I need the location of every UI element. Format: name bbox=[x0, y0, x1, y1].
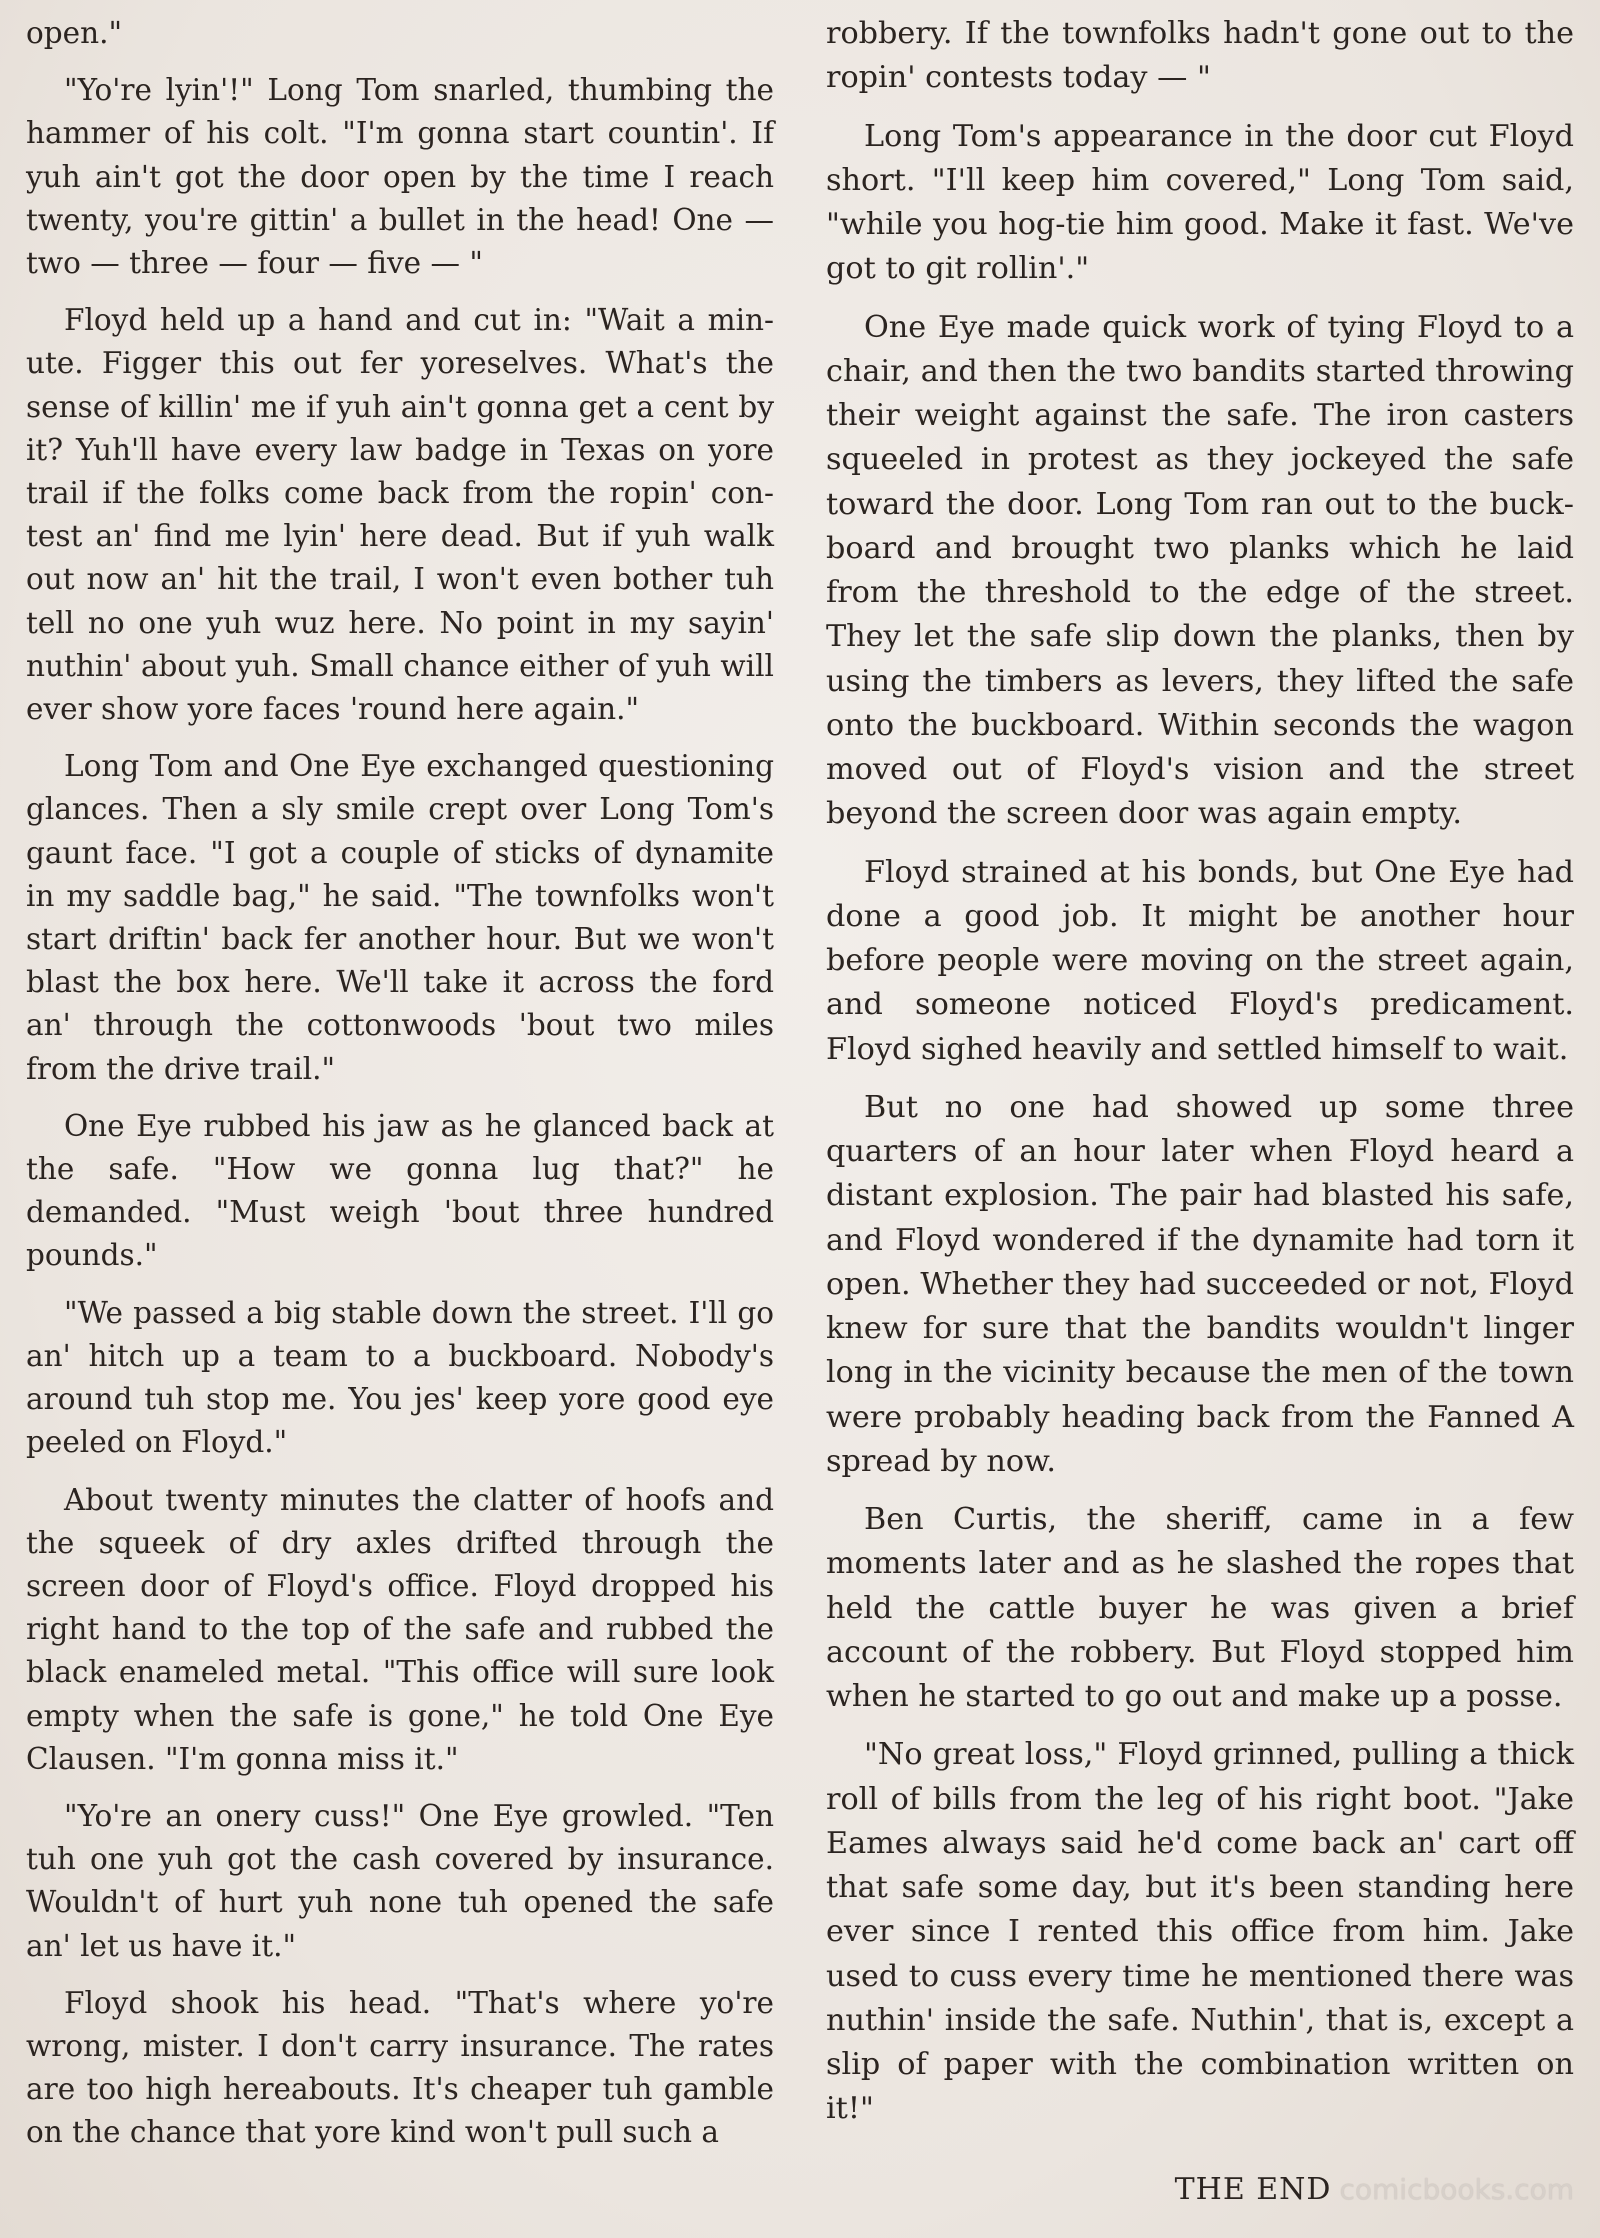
paragraph: "Yo're an onery cuss!" One Eye growled. "Ten tuh one yuh got the cash covered by insurance. Wouldn't of hurt yuh none tuh opened the safe an' let us have it." bbox=[26, 1798, 774, 1963]
paragraph: "Yo're lyin'!" Long Tom snarled, thumbing the hammer of his colt. "I'm gonna start countin'. If yuh ain't got the door open by the time I reach twenty, you're gittin' a bullet in the head! One — two — three — four — five — " bbox=[26, 73, 774, 281]
right-text-column bbox=[826, 12, 1574, 2146]
paragraph: But no one had showed up some three quarters of an hour later when Floyd heard a distant explosion. The pair had blasted his safe, and Floyd wondered if the dynamite had torn it open. Whether they had succeeded or not, Floyd knew for sure that the bandits wouldn't linger long in the vicinity because the men of the town were probably heading back from the Fanned A spread by now. bbox=[826, 1089, 1574, 1479]
paragraph: Long Tom and One Eye exchanged questioning glances. Then a sly smile crept over Long Tom's gaunt face. "I got a couple of sticks of dynamite in my saddle bag," he said. "The townfolks won't start driftin' back fer another hour. But we won't blast the box here. We'll take it across the ford an' through the cottonwoods 'bout two miles from the drive trail." bbox=[26, 749, 774, 1086]
paragraph: robbery. If the townfolks hadn't gone out to the ropin' contests today — " bbox=[826, 16, 1574, 96]
paragraph: About twenty minutes the clatter of hoofs and the squeek of dry axles drifted through the screen door of Floyd's office. Floyd dropped his right hand to the top of the safe and rubbed the black enameled metal. "This office will sure look empty when the safe is gone," he told One Eye Clausen. "I'm gonna miss it." bbox=[26, 1482, 774, 1776]
source-watermark: comicbooks.com bbox=[1339, 2173, 1574, 2206]
the-end-label: THE END bbox=[1174, 2172, 1332, 2207]
paragraph: Ben Curtis, the sheriff, came in a few moments later and as he slashed the ropes that held the cattle buyer he was given a brief account of the robbery. But Floyd stopped him when he started to go out and make up a posse. bbox=[826, 1502, 1574, 1714]
paragraph: "We passed a big stable down the street. I'll go an' hitch up a team to a buckboard. Nobody's around tuh stop me. You jes' keep yore good eye peeled on Floyd." bbox=[26, 1295, 774, 1460]
paragraph: open." bbox=[26, 16, 123, 50]
paragraph: Floyd held up a hand and cut in: "Wait a minute. Figger this out fer yoreselves. What's the sense of killin' me if yuh ain't gonna get a cent by it? Yuh'll have every law badge in Texas on yore trail if the folks come back from the ropin' contest an' find me lyin' here dead. But if yuh walk out now an' hit the trail, I won't even bother tuh tell no one yuh wuz here. No point in my sayin' nuthin' about yuh. Small chance either of yuh will ever show yore faces 'round here again." bbox=[26, 303, 774, 727]
paragraph: Long Tom's appearance in the door cut Floyd short. "I'll keep him covered," Long Tom said, "while you hog-tie him good. Make it fast. We've got to git rollin'." bbox=[826, 118, 1574, 287]
story-end-line bbox=[826, 2172, 1574, 2216]
paragraph: One Eye rubbed his jaw as he glanced back at the safe. "How we gonna lug that?" he demanded. "Must weigh 'bout three hundred pounds." bbox=[26, 1108, 774, 1273]
paragraph: Floyd strained at his bonds, but One Eye had done a good job. It might be another hour before people were moving on the street again, and someone noticed Floyd's predicament. Floyd sighed heavily and settled himself to wait. bbox=[826, 854, 1574, 1067]
paragraph: "No great loss," Floyd grinned, pulling a thick roll of bills from the leg of his right boot. "Jake Eames always said he'd come back an' cart off that safe some day, but it's been standing here ever since I rented this office from him. Jake used to cuss every time he mentioned there was nuthin' inside the safe. Nuthin', that is, except a slip of paper with the combination written on it!" bbox=[826, 1737, 1574, 2127]
left-text-column bbox=[26, 12, 774, 2169]
paragraph: One Eye made quick work of tying Floyd to a chair, and then the two bandits started throwing their weight against the safe. The iron casters squeeled in protest as they jockeyed the safe toward the door. Long Tom ran out to the buckboard and brought two planks which he laid from the threshold to the edge of the street. They let the safe slip down the planks, then by using the timbers as levers, they lifted the safe onto the buckboard. Within seconds the wagon moved out of Floyd's vision and the street beyond the screen door was again empty. bbox=[826, 309, 1574, 832]
paragraph: Floyd shook his head. "That's where yo're wrong, mister. I don't carry insurance. The rates are too high hereabouts. It's cheaper tuh gamble on the chance that yore kind won't pull such a bbox=[26, 1985, 774, 2150]
